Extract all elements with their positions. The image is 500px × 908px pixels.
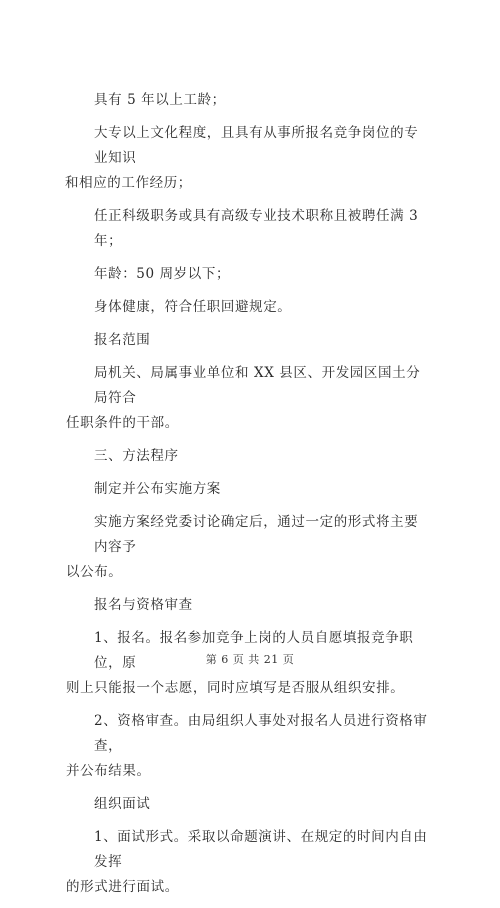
section-heading: 制定并公布实施方案 [94, 481, 221, 497]
paragraph-continuation: 则上只能报一个志愿，同时应填写是否服从组织安排。 [66, 680, 405, 696]
paragraph-qualification [66, 709, 432, 784]
paragraph-line: 实施方案经党委讨论确定后，通过一定的形式将主要内容予 [94, 514, 419, 555]
paragraph-line: 身体健康，符合任职回避规定。 [94, 299, 292, 315]
paragraph-work-years [92, 88, 432, 113]
paragraph-line: 局机关、局属事业单位和 XX 县区、开发园区国土分局符合 [94, 365, 421, 406]
heading-plan [92, 477, 432, 502]
heading-registration [92, 593, 432, 618]
paragraph-education [65, 121, 432, 196]
document-body [65, 88, 432, 908]
section-heading: 三、方法程序 [94, 448, 179, 464]
paragraph-position [92, 204, 432, 254]
heading-interview [92, 792, 432, 817]
section-heading: 组织面试 [94, 796, 151, 812]
paragraph-line: 1、面试形式。采取以命题演讲、在规定的时间内自由发挥 [94, 829, 428, 870]
paragraph-line: 具有 5 年以上工龄； [94, 92, 226, 108]
section-heading: 报名范围 [94, 332, 151, 348]
paragraph-scope [66, 361, 432, 436]
section-heading: 报名与资格审查 [94, 597, 193, 613]
page-number-footer: 第 6 页 共 21 页 [205, 653, 295, 666]
paragraph-continuation: 的形式进行面试。 [66, 879, 179, 895]
heading-scope [92, 328, 432, 353]
paragraph-health [92, 295, 432, 320]
paragraph-line: 1、报名。报名参加竞争上岗的人员自愿填报竞争职位，原 [94, 630, 414, 671]
paragraph-continuation: 和相应的工作经历； [65, 175, 192, 191]
paragraph-line: 年龄：50 周岁以下； [94, 266, 231, 282]
paragraph-interview [66, 825, 432, 900]
paragraph-line: 大专以上文化程度，且具有从事所报名竞争岗位的专业知识 [94, 125, 419, 166]
paragraph-continuation: 任职条件的干部。 [66, 415, 179, 431]
paragraph-continuation: 以公布。 [66, 564, 123, 580]
paragraph-continuation: 并公布结果。 [66, 763, 151, 779]
paragraph-line: 2、资格审查。由局组织人事处对报名人员进行资格审查， [94, 713, 428, 754]
paragraph-plan [66, 510, 432, 585]
heading-method [92, 444, 432, 469]
paragraph-line: 任正科级职务或具有高级专业技术职称且被聘任满 3 年； [94, 208, 419, 249]
paragraph-age [92, 262, 432, 287]
